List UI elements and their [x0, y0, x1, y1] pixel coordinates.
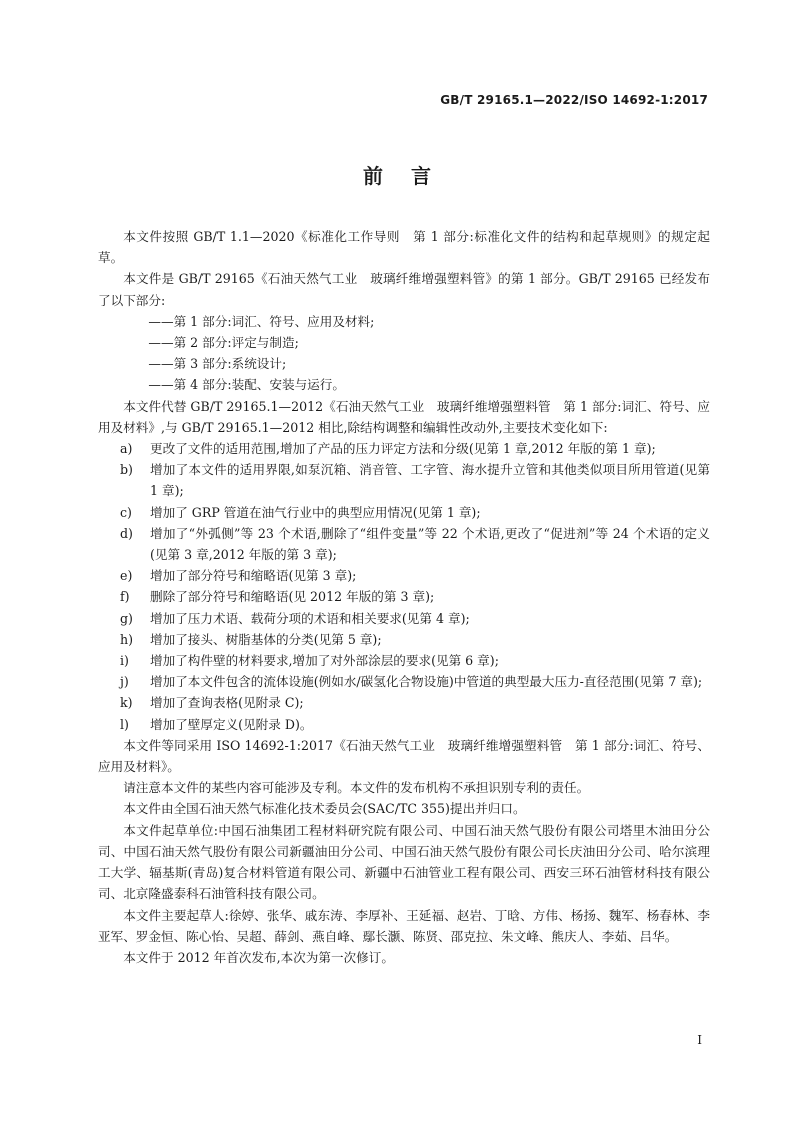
page-number: I	[697, 1033, 702, 1047]
committee-paragraph: 本文件由全国石油天然气标准化技术委员会(SAC/TC 355)提出并归口。	[123, 801, 526, 817]
change-item	[98, 523, 710, 565]
revision-history: 本文件于 2012 年首次发布,本次为第一次修订。	[123, 949, 394, 965]
replacement-paragraph: 本文件代替 GB/T 29165.1—2012《石油天然气工业 玻璃纤维增强塑料管 第 1 部分:词汇、符号、应用及材料》,与 GB/T 29165.1—2012 相比,除结构调整和编辑性改动外,主要技术变化如下:	[98, 398, 710, 435]
change-item	[98, 502, 710, 523]
change-label: f)	[120, 589, 130, 605]
change-item	[98, 650, 710, 671]
change-item	[98, 608, 710, 629]
change-text: 增加了构件壁的材料要求,增加了对外部涂层的要求(见第 6 章);	[150, 653, 499, 669]
change-label: k)	[120, 695, 133, 711]
change-label: a)	[120, 441, 133, 457]
change-item	[98, 714, 710, 735]
change-label: l)	[120, 716, 129, 732]
change-item	[98, 586, 710, 607]
change-item	[98, 459, 710, 501]
adoption-paragraph: 本文件等同采用 ISO 14692-1:2017《石油天然气工业 玻璃纤维增强塑料管 第 1 部分:词汇、符号、应用及材料》。	[98, 737, 710, 775]
change-text: 增加了“外弧侧”等 23 个术语,删除了“组件变量”等 22 个术语,更改了“促进剂”等 24 个术语的定义(见第 3 章,2012 年版的第 3 章);	[150, 525, 710, 563]
change-item	[98, 671, 710, 692]
change-text: 增加了本文件的适用界限,如泵沉箱、消音管、工字管、海水提升立管和其他类似项目所用管道(见第 1 章);	[150, 462, 710, 499]
change-text: 更改了文件的适用范围,增加了产品的压力评定方法和分级(见第 1 章,2012 年版的第 1 章);	[150, 441, 656, 457]
change-text: 增加了部分符号和缩略语(见第 3 章);	[150, 568, 357, 584]
part-item: ——第 2 部分:评定与制造;	[148, 335, 299, 351]
intro-paragraph-1: 本文件按照 GB/T 1.1—2020《标准化工作导则 第 1 部分:标准化文件的结构和起草规则》的规定起草。	[98, 229, 710, 266]
page-title: 前言	[363, 164, 459, 188]
change-text: 增加了 GRP 管道在油气行业中的典型应用情况(见第 1 章);	[150, 504, 481, 520]
change-item	[98, 692, 710, 713]
change-label: c)	[120, 504, 132, 520]
intro-paragraph-2: 本文件是 GB/T 29165《石油天然气工业 玻璃纤维增强塑料管》的第 1 部分。GB/T 29165 已经发布了以下部分:	[98, 271, 710, 308]
change-item	[98, 629, 710, 650]
change-text: 增加了接头、树脂基体的分类(见第 5 章);	[150, 631, 382, 647]
change-label: h)	[120, 631, 134, 647]
part-item: ——第 3 部分:系统设计;	[148, 356, 287, 372]
change-label: d)	[120, 525, 133, 541]
part-item: ——第 4 部分:装配、安装与运行。	[148, 377, 345, 393]
drafters: 本文件主要起草人:徐婷、张华、戚东涛、李厚补、王延福、赵岩、丁晗、方伟、杨扬、魏军、杨春林、李亚军、罗金恒、陈心怡、吴超、薛剑、燕自峰、鄢长灏、陈贤、邵克拉、朱文峰、熊庆人、李茹、吕华。	[98, 907, 710, 944]
change-label: j)	[120, 674, 129, 690]
change-text: 增加了查询表格(见附录 C);	[150, 695, 304, 711]
drafting-units: 本文件起草单位:中国石油集团工程材料研究院有限公司、中国石油天然气股份有限公司塔里木油田分公司、中国石油天然气股份有限公司新疆油田分公司、中国石油天然气股份有限公司长庆油田分公司、哈尔滨理工大学、辐基斯(青岛)复合材料管道有限公司、新疆中石油管业工程有限公司、西安三环石油管材科技有限公司、北京隆盛泰科石油管科技有限公司。	[98, 822, 710, 902]
change-label: e)	[120, 568, 133, 584]
part-item: ——第 1 部分:词汇、符号、应用及材料;	[148, 313, 375, 329]
change-label: i)	[120, 653, 129, 669]
change-item	[98, 438, 710, 459]
change-text: 增加了压力术语、载荷分项的术语和相关要求(见第 4 章);	[150, 610, 470, 626]
standard-number: GB/T 29165.1—2022/ISO 14692-1:2017	[440, 93, 708, 107]
foreword-body	[98, 226, 710, 968]
patent-notice: 请注意本文件的某些内容可能涉及专利。本文件的发布机构不承担识别专利的责任。	[123, 780, 590, 796]
change-label: b)	[120, 462, 133, 478]
change-label: g)	[120, 610, 133, 626]
change-text: 删除了部分符号和缩略语(见 2012 年版的第 3 章);	[150, 589, 435, 605]
change-text: 增加了壁厚定义(见附录 D)。	[150, 716, 313, 732]
change-text: 增加了本文件包含的流体设施(例如水/碳氢化合物设施)中管道的典型最大压力-直径范围(见第 7 章);	[150, 674, 703, 690]
change-item	[98, 565, 710, 586]
